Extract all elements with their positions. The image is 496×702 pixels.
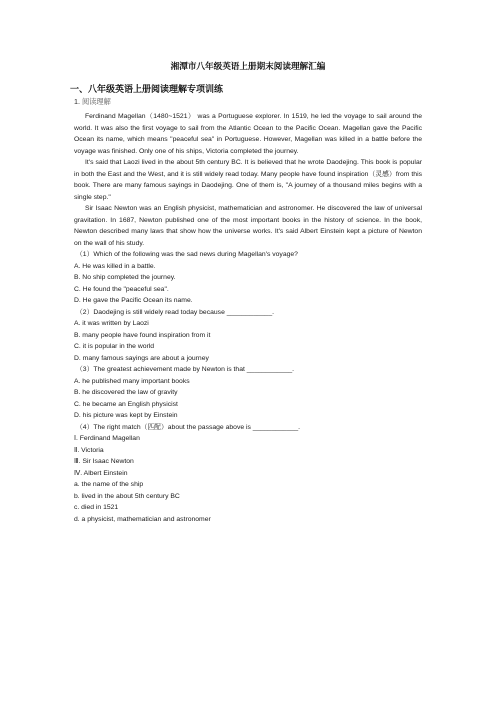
answer-option: A. He was killed in a battle. <box>74 262 156 270</box>
passage-paragraph: Sir Isaac Newton was an English physicist, mathematician and astronomer. He discovered the law of universal gravitation. In 1687, Newton published one of the most important books in the history of science. In the book, Newton described many laws that show how the universe works. It's said Albert Einstein kept a picture of Newton on the wall of his study. <box>74 205 422 247</box>
question-stem: （2）Daodejing is still widely read today because ____________. <box>76 308 274 316</box>
answer-option: B. many people have found inspiration from it <box>74 331 211 339</box>
match-item: a. the name of the ship <box>74 481 144 488</box>
answer-option: D. his picture was kept by Einstein <box>74 412 178 419</box>
answer-option: A. he published many important books <box>74 377 190 385</box>
document-body <box>74 111 422 525</box>
match-item: Ⅱ. Victoria <box>74 446 104 454</box>
answer-option: D. He gave the Pacific Ocean its name. <box>74 297 193 304</box>
question-number: 1. <box>74 97 80 106</box>
document-title: 湘潭市八年级英语上册期末阅读理解汇编 <box>170 62 326 72</box>
match-item: b. lived in the about 5th century BC <box>74 492 180 500</box>
answer-option: C. he became an English physicist <box>74 400 178 408</box>
question-stem: （3）The greatest achievement made by Newton is that ____________. <box>76 366 295 373</box>
question-heading <box>74 97 111 107</box>
match-item: c. died in 1521 <box>74 504 119 511</box>
answer-option: C. it is popular in the world <box>74 343 155 350</box>
answer-option: B. he discovered the law of gravity <box>74 389 178 396</box>
question-stem: （4）The right match（匹配）about the passage above is ____________. <box>76 423 301 431</box>
answer-option: A. it was written by Laozi <box>74 320 149 327</box>
answer-option: B. No ship completed the journey. <box>74 274 176 281</box>
section-heading: 一、八年级英语上册阅读理解专项训练 <box>70 85 224 95</box>
answer-option: D. many famous sayings are about a journey <box>74 354 209 362</box>
answer-option: C. He found the "peaceful sea". <box>74 285 169 293</box>
passage-paragraph: Ferdinand Magellan（1480~1521） was a Portuguese explorer. In 1519, he led the voyage to sail around the world. It was also the first voyage to sail from the Atlantic Ocean to the Pacific Ocean. Magellan gave the Pacific Ocean its name, which means "peaceful sea" in Portuguese. However, Magellan was killed in a battle before the voyage was finished. Only one of his ships, Victoria completed the journey. <box>74 113 422 155</box>
match-item: d. a physicist, mathematician and astronomer <box>74 515 211 523</box>
question-label: 阅读理解 <box>82 97 111 106</box>
match-item: Ⅰ. Ferdinand Magellan <box>74 435 140 442</box>
question-stem: （1）Which of the following was the sad news during Magellan's voyage? <box>76 251 298 258</box>
match-item: Ⅳ. Albert Einstein <box>74 469 128 477</box>
passage-paragraph: It's said that Laozi lived in the about 5th century BC. It is believed that he wrote Daodejing. This book is popular in both the East and the West, and it is still widely read today. Many people have found inspiration（灵感）from this book. There are many famous sayings in Daodejing. One of them is, "A journey of a thousand miles begins with a single step." <box>74 159 422 201</box>
match-item: Ⅲ. Sir Isaac Newton <box>74 458 134 465</box>
